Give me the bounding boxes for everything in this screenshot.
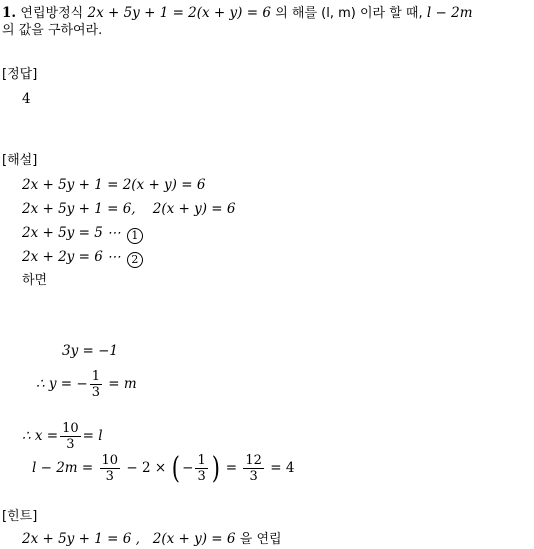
explanation-line-2a: 2x + 5y + 1 = 6, (22, 201, 136, 217)
hint-eq-a: 2x + 5y + 1 = 6 , (22, 531, 140, 547)
step-4-fraction-3: $\frac{12}{3}$ (245, 453, 262, 484)
step-4-eq: = (225, 460, 238, 476)
step-3-suffix: = l (82, 428, 103, 444)
step-4-neg: − (182, 460, 194, 476)
problem-target: l − 2m (426, 5, 473, 21)
problem-mid: 의 해를 (l, m) 이라 할 때, (275, 6, 423, 21)
explanation-line-2b: 2(x + y) = 6 (152, 201, 236, 217)
equation-1 (22, 224, 143, 244)
hint-label: [힌트] (2, 509, 38, 524)
step-4 (32, 448, 294, 489)
equation-2-marker: 2 (127, 252, 143, 268)
step-4-mid: − 2 × (126, 460, 167, 476)
step-4-result: = 4 (270, 460, 295, 476)
step-2-fraction: $\frac{1}{3}$ (91, 369, 100, 400)
step-3-prefix: ∴ x = (22, 428, 59, 444)
equation-2-text: 2x + 2y = 6 ⋯ (22, 249, 121, 265)
answer-value: 4 (22, 91, 31, 107)
step-2-prefix: ∴ y = − (36, 376, 88, 392)
hint-eq-b: 2(x + y) = 6 (152, 531, 236, 547)
step-2-suffix: = m (108, 376, 137, 392)
left-paren: ( (172, 450, 181, 486)
problem-equation: 2x + 5y + 1 = 2(x + y) = 6 (87, 5, 271, 21)
equation-2 (22, 248, 143, 268)
problem-line-1 (2, 4, 473, 23)
equation-1-text: 2x + 5y = 5 ⋯ (22, 225, 121, 241)
hint-line (22, 530, 282, 549)
step-1: 3y = −1 (62, 343, 119, 359)
step-4-prefix: l − 2m = (32, 460, 94, 476)
explanation-label: [해설] (2, 153, 38, 168)
step-4-fraction-1: $\frac{10}{3}$ (101, 453, 119, 484)
step-4-fraction-2: $\frac{1}{3}$ (197, 453, 206, 484)
equation-1-marker: 1 (127, 228, 143, 244)
problem-number: 1. (2, 5, 17, 21)
then-text: 하면 (22, 273, 48, 288)
hint-tail: 을 연립 (239, 532, 282, 547)
explanation-line-1: 2x + 5y + 1 = 2(x + y) = 6 (22, 177, 206, 193)
answer-label: [정답] (2, 67, 38, 82)
problem-intro: 연립방정식 (20, 6, 84, 21)
step-3-fraction: $\frac{10}{3}$ (62, 421, 79, 452)
step-2 (36, 366, 137, 402)
problem-line-2: 의 값을 구하여라. (2, 23, 103, 38)
right-paren: ) (211, 450, 220, 486)
explanation-line-2 (22, 200, 236, 218)
